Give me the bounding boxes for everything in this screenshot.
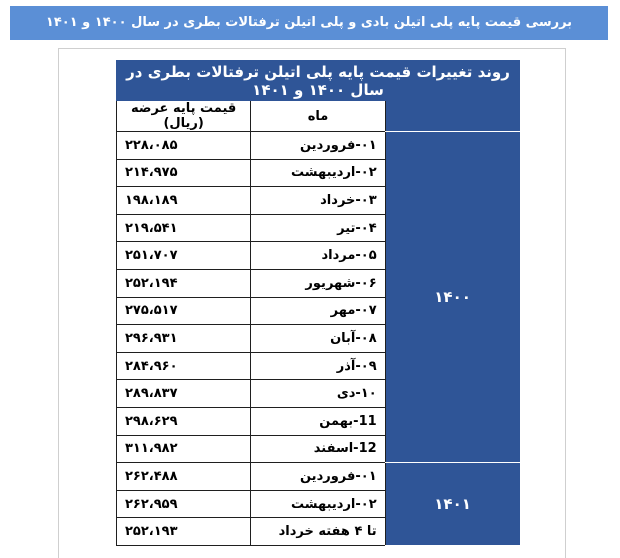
price-cell: ۲۸۴،۹۶۰ bbox=[117, 352, 251, 380]
price-cell: ۱۹۸،۱۸۹ bbox=[117, 187, 251, 215]
month-cell: 12-اسفند bbox=[251, 435, 385, 463]
year-header-spacer bbox=[385, 101, 519, 132]
caption-banner: بررسی قیمت پایه پلی اتیلن بادی و پلی اتیلن ترفتالات بطری در سال ۱۴۰۰ و ۱۴۰۱ bbox=[10, 6, 608, 40]
month-cell: ۰۹-آذر bbox=[251, 352, 385, 380]
month-cell: ۱۰-دی bbox=[251, 380, 385, 408]
table-title: روند تغییرات قیمت پایه پلی اتیلن ترفتالات بطری در سال ۱۴۰۰ و ۱۴۰۱ bbox=[117, 61, 520, 101]
price-cell: ۲۸۹،۸۳۷ bbox=[117, 380, 251, 408]
year-cell: ۱۴۰۰ bbox=[385, 132, 519, 463]
price-cell: ۲۵۲،۱۹۴ bbox=[117, 269, 251, 297]
price-table bbox=[116, 60, 520, 546]
price-cell: ۲۵۲،۱۹۳ bbox=[117, 518, 251, 546]
table-title-row bbox=[117, 61, 520, 101]
month-cell: ۰۴-تیر bbox=[251, 214, 385, 242]
price-cell: ۲۶۲،۴۸۸ bbox=[117, 463, 251, 491]
table-header-row bbox=[117, 101, 520, 132]
month-cell: ۰۳-خرداد bbox=[251, 187, 385, 215]
price-cell: ۲۲۸،۰۸۵ bbox=[117, 132, 251, 160]
month-cell: ۰۲-اردیبهشت bbox=[251, 159, 385, 187]
month-column-header: ماه bbox=[251, 101, 385, 132]
price-cell: ۲۶۲،۹۵۹ bbox=[117, 490, 251, 518]
price-cell: ۲۹۸،۶۲۹ bbox=[117, 407, 251, 435]
month-cell: ۰۵-مرداد bbox=[251, 242, 385, 270]
price-cell: ۲۹۶،۹۳۱ bbox=[117, 325, 251, 353]
price-cell: ۲۱۹،۵۴۱ bbox=[117, 214, 251, 242]
price-cell: ۳۱۱،۹۸۲ bbox=[117, 435, 251, 463]
month-cell: ۰۱-فروردین bbox=[251, 463, 385, 491]
price-column-header: قیمت پایه عرضه (ریال) bbox=[117, 101, 251, 132]
table-row bbox=[117, 132, 520, 160]
month-cell: ۰۷-مهر bbox=[251, 297, 385, 325]
year-cell: ۱۴۰۱ bbox=[385, 463, 519, 546]
month-cell: ۰۱-فروردین bbox=[251, 132, 385, 160]
price-cell: ۲۷۵،۵۱۷ bbox=[117, 297, 251, 325]
month-cell: تا ۴ هفته خرداد bbox=[251, 518, 385, 546]
price-cell: ۲۵۱،۷۰۷ bbox=[117, 242, 251, 270]
month-cell: ۰۸-آبان bbox=[251, 325, 385, 353]
table-row bbox=[117, 463, 520, 491]
month-cell: 11-بهمن bbox=[251, 407, 385, 435]
month-cell: ۰۶-شهریور bbox=[251, 269, 385, 297]
price-cell: ۲۱۴،۹۷۵ bbox=[117, 159, 251, 187]
month-cell: ۰۲-اردیبهشت bbox=[251, 490, 385, 518]
